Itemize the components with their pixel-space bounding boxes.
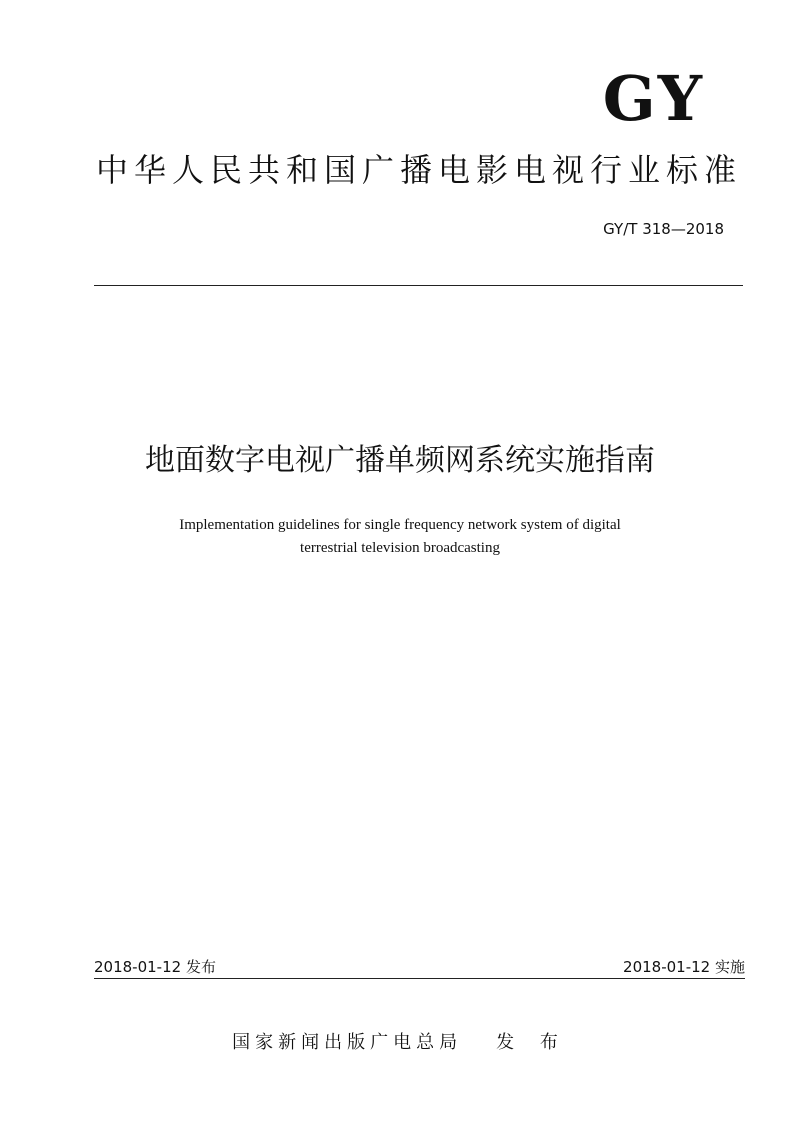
document-title-english (0, 514, 800, 560)
date-divider (94, 978, 745, 979)
gy-logo: GY (602, 62, 704, 135)
implement-date: 2018-01-12 实施 (623, 958, 745, 976)
publish-date: 2018-01-12 发布 (94, 958, 216, 976)
publisher-name: 国家新闻出版广电总局 (232, 1032, 463, 1053)
english-title-line-2: terrestrial television broadcasting (300, 540, 500, 556)
standard-number: GY/T 318—2018 (603, 220, 724, 238)
publisher-action: 发 布 (496, 1032, 568, 1053)
industry-standard-title: 中华人民共和国广播电影电视行业标准 (96, 151, 743, 189)
header-divider (94, 285, 743, 286)
date-row (94, 960, 745, 984)
publisher-line (0, 1034, 800, 1052)
document-title-chinese: 地面数字电视广播单频网系统实施指南 (145, 443, 655, 478)
english-title-line-1: Implementation guidelines for single frequency network system of digital (179, 517, 621, 533)
